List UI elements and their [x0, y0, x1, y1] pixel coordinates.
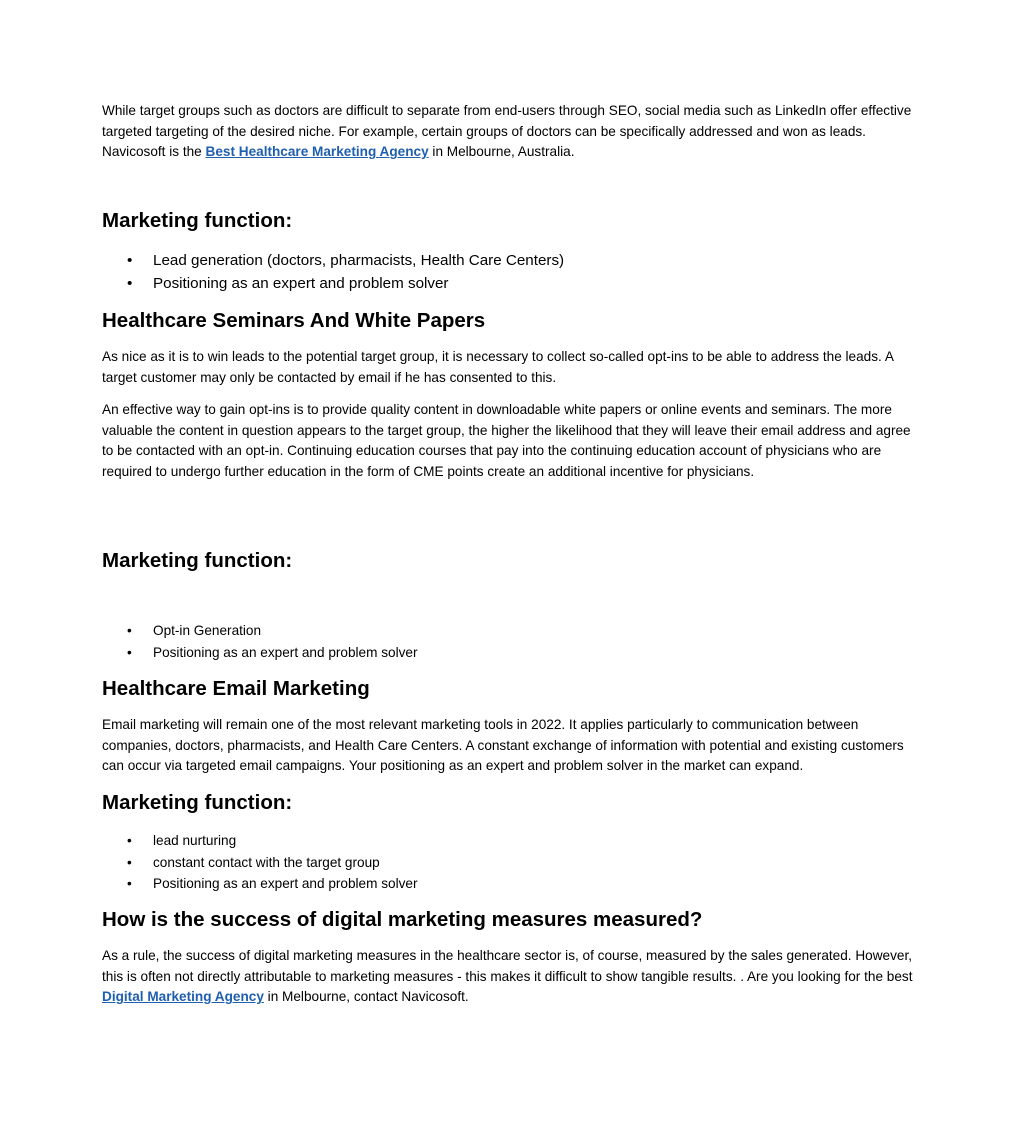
list-item-text: constant contact with the target group: [153, 854, 380, 870]
list-item-text: Positioning as an expert and problem solver: [153, 876, 418, 891]
marketing-function-section-1: [102, 208, 922, 234]
list-item: [102, 830, 922, 852]
intro-text: While target groups such as doctors are difficult to separate from end-users through SEO, social media such as LinkedIn offer effective targeted targeting of the desired niche. For example, certain groups of doctors can be specifically addressed and won as leads. Navicosoft is the: [102, 103, 912, 160]
intro-paragraph: [102, 101, 922, 163]
section-heading: Marketing function:: [102, 791, 293, 814]
marketing-function-list-2-block: [102, 620, 922, 663]
list-item-text: Positioning as an expert and problem solver: [153, 275, 449, 292]
list-item: [102, 852, 922, 874]
list-item: [102, 642, 922, 664]
list-item-text: Opt-in Generation: [153, 623, 262, 638]
intro-text-end: in Melbourne, Australia.: [428, 144, 575, 160]
marketing-function-list-2: [102, 620, 922, 663]
seminars-paragraph-1-block: [102, 347, 922, 388]
success-text-end: in Melbourne, contact Navicosoft.: [263, 989, 469, 1005]
seminars-paragraph-1: As nice as it is to win leads to the potential target group, it is necessary to collect so-called opt-ins to be able to address the leads. A target customer may only be contacted by email if he has consented to this.: [102, 349, 894, 385]
email-paragraph-block: [102, 715, 922, 777]
list-item: [102, 620, 922, 642]
section-heading: Marketing function:: [102, 209, 293, 232]
list-item: [102, 873, 922, 895]
list-item-text: Lead generation (doctors, pharmacists, Health Care Centers): [153, 252, 565, 269]
bullet-icon: •: [127, 833, 132, 848]
digital-marketing-agency-link[interactable]: Digital Marketing Agency: [102, 989, 264, 1005]
marketing-function-section-3: [102, 790, 922, 816]
section-heading: How is the success of digital marketing measures measured?: [102, 908, 703, 931]
success-paragraph-block: [102, 946, 922, 1008]
bullet-icon: •: [127, 854, 132, 870]
section-heading: Marketing function:: [102, 549, 293, 572]
list-item-text: Positioning as an expert and problem solver: [153, 644, 418, 660]
best-healthcare-marketing-agency-link[interactable]: Best Healthcare Marketing Agency: [205, 144, 429, 160]
list-item-text: lead nurturing: [153, 833, 237, 848]
bullet-icon: •: [127, 644, 132, 660]
success-text: As a rule, the success of digital marketing measures in the healthcare sector is, of course, measured by the sales generated. However, this is often not directly attributable to marketing measures - this makes it difficult to show tangible results. . Are you looking for the best: [102, 948, 913, 984]
seminars-paragraph-2: An effective way to gain opt-ins is to provide quality content in downloadable white papers or online events and seminars. The more valuable the content in question appears to the target group, the higher the likelihood that they will leave their email address and agree to be contacted with an opt-in. Continuing education courses that pay into the continuing education account of physicians who are required to undergo further education in the form of CME points create an additional incentive for physicians.: [102, 402, 911, 480]
success-paragraph: [102, 946, 922, 1008]
bullet-icon: •: [127, 876, 132, 891]
email-paragraph: Email marketing will remain one of the most relevant marketing tools in 2022. It applies particularly to communication between companies, doctors, pharmacists, and Health Care Centers. A constant exchange of information with potential and existing customers can occur via targeted email campaigns. Your positioning as an expert and problem solver in the market can expand.: [102, 717, 904, 774]
list-item: [102, 272, 922, 295]
marketing-function-list-3: [102, 830, 922, 895]
list-item: [102, 249, 922, 272]
bullet-icon: •: [127, 252, 133, 269]
section-heading: Healthcare Email Marketing: [102, 677, 370, 700]
marketing-function-list-1-block: [102, 249, 922, 295]
bullet-icon: •: [127, 275, 133, 292]
section-heading: Healthcare Seminars And White Papers: [102, 309, 486, 332]
intro-paragraph-block: [102, 101, 922, 163]
success-heading-block: [102, 907, 922, 933]
marketing-function-list-1: [102, 249, 922, 295]
seminars-paragraph-2-block: [102, 400, 922, 483]
marketing-function-section-2: [102, 548, 922, 574]
seminars-heading-block: [102, 308, 922, 334]
marketing-function-list-3-block: [102, 830, 922, 895]
bullet-icon: •: [127, 623, 132, 638]
email-heading-block: [102, 676, 922, 702]
